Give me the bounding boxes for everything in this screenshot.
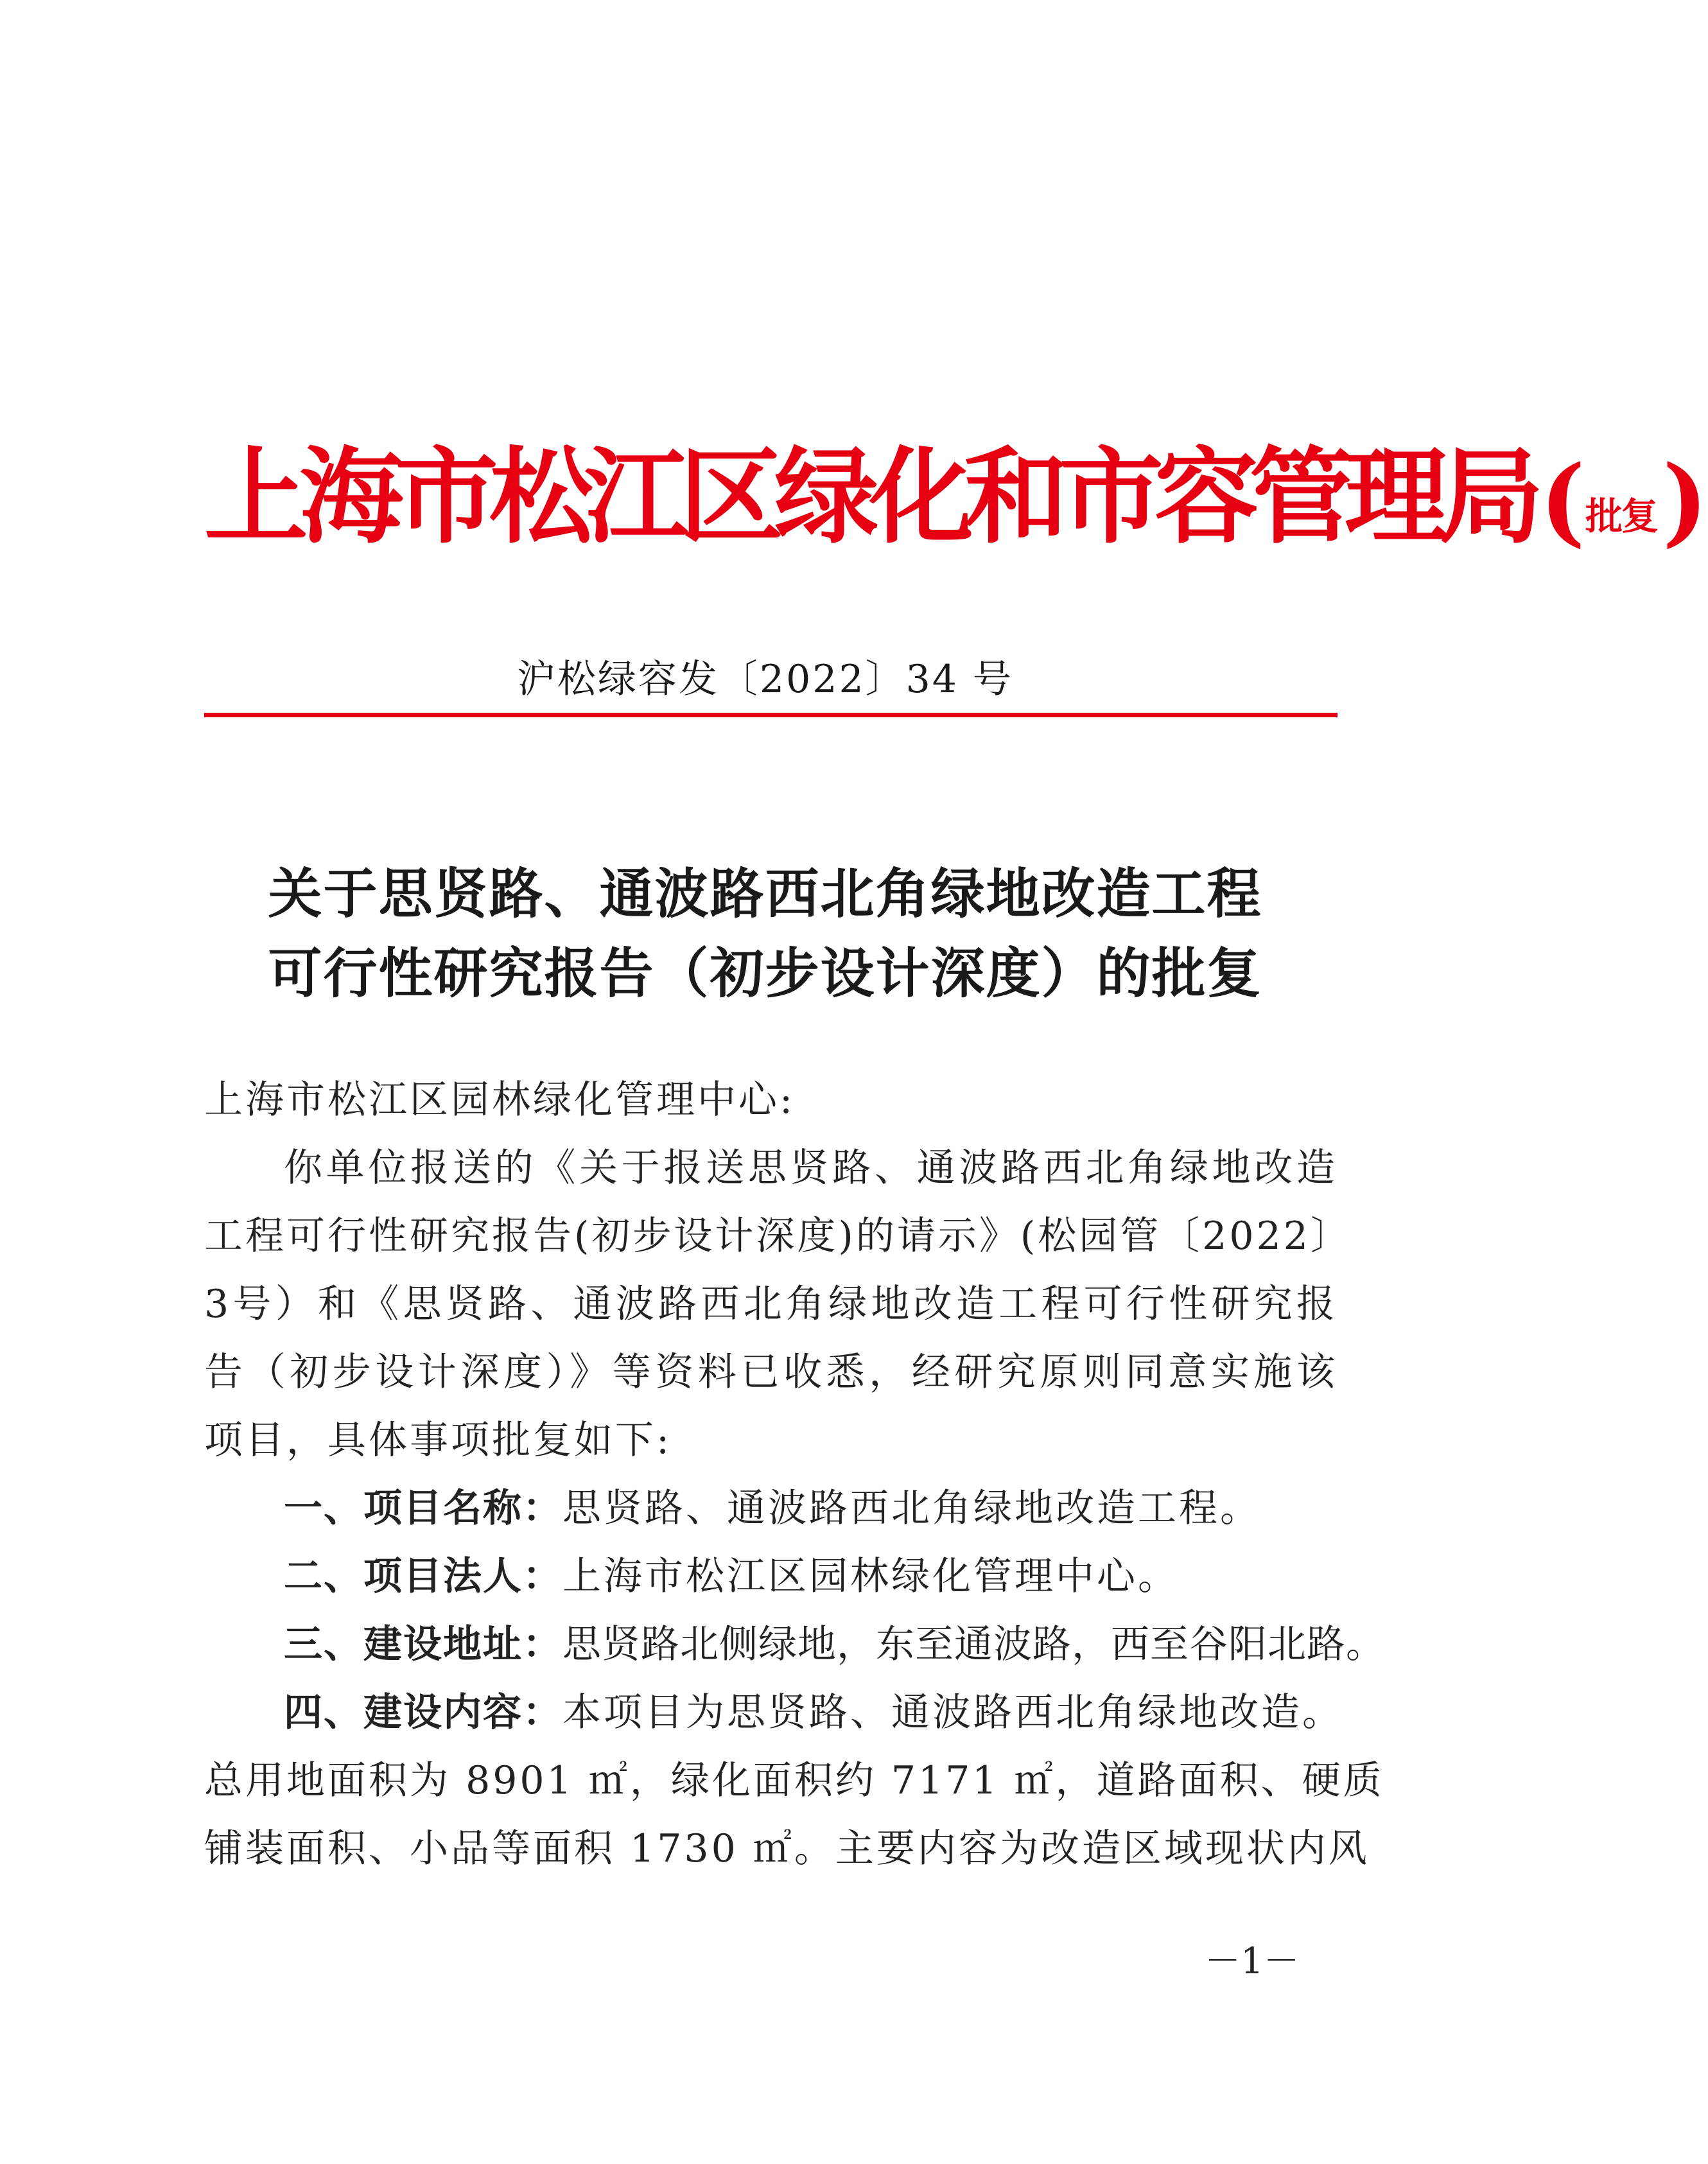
paragraph-line: 项目，具体事项批复如下: <box>204 1418 672 1463</box>
paragraph-line: 告（初步设计深度）》等资料已收悉，经研究原则同意实施该 <box>204 1350 1338 1395</box>
item-construction-address <box>204 1610 1385 1679</box>
title-line-1: 关于思贤路、通波路西北角绿地改造工程 <box>268 862 1262 925</box>
item-label: 四、建设内容： <box>284 1690 562 1735</box>
masthead-doc-type: 批复 <box>1585 494 1657 538</box>
paragraph-line: 铺装面积、小品等面积 1730 ㎡。主要内容为改造区域现状内风 <box>204 1826 1370 1871</box>
item-project-legal-person <box>204 1542 1338 1610</box>
page-number: －1－ <box>1205 1941 1300 1982</box>
item-text: 思贤路、通波路西北角绿地改造工程。 <box>562 1486 1261 1531</box>
paragraph-line: 总用地面积为 8901 ㎡，绿化面积约 7171 ㎡，道路面积、硬质 <box>204 1758 1384 1803</box>
paragraph-line: 3号）和《思贤路、通波路西北角绿地改造工程可行性研究报 <box>204 1282 1338 1327</box>
item-project-name <box>204 1474 1338 1542</box>
red-divider-line <box>204 713 1338 717</box>
item-text: 上海市松江区园林绿化管理中心。 <box>562 1554 1179 1599</box>
paragraph-line: 工程可行性研究报告(初步设计深度)的请示》(松园管〔2022〕 <box>204 1214 1352 1259</box>
masthead-paren-open: ( <box>1540 444 1585 557</box>
title-line-2: 可行性研究报告（初步设计深度）的批复 <box>268 941 1262 1005</box>
item-construction-content <box>204 1679 1343 1747</box>
paragraph-line: 你单位报送的《关于报送思贤路、通波路西北角绿地改造 <box>284 1146 1338 1191</box>
document-number: 沪松绿容发〔2022〕34 号 <box>516 657 1014 702</box>
item-text: 本项目为思贤路、通波路西北角绿地改造。 <box>562 1690 1343 1735</box>
item-label: 二、项目法人： <box>284 1554 562 1599</box>
document-body <box>204 1066 1385 1883</box>
document-title <box>0 854 1530 1013</box>
addressee: 上海市松江区园林绿化管理中心: <box>204 1078 796 1122</box>
item-text: 思贤路北侧绿地，东至通波路，西至谷阳北路。 <box>562 1622 1385 1667</box>
item-label: 一、项目名称： <box>284 1486 562 1531</box>
masthead-paren-close: ) <box>1662 444 1708 557</box>
masthead <box>204 427 1708 558</box>
masthead-org-name: 上海市松江区绿化和市容管理局 <box>204 436 1535 558</box>
item-label: 三、建设地址： <box>284 1622 562 1667</box>
